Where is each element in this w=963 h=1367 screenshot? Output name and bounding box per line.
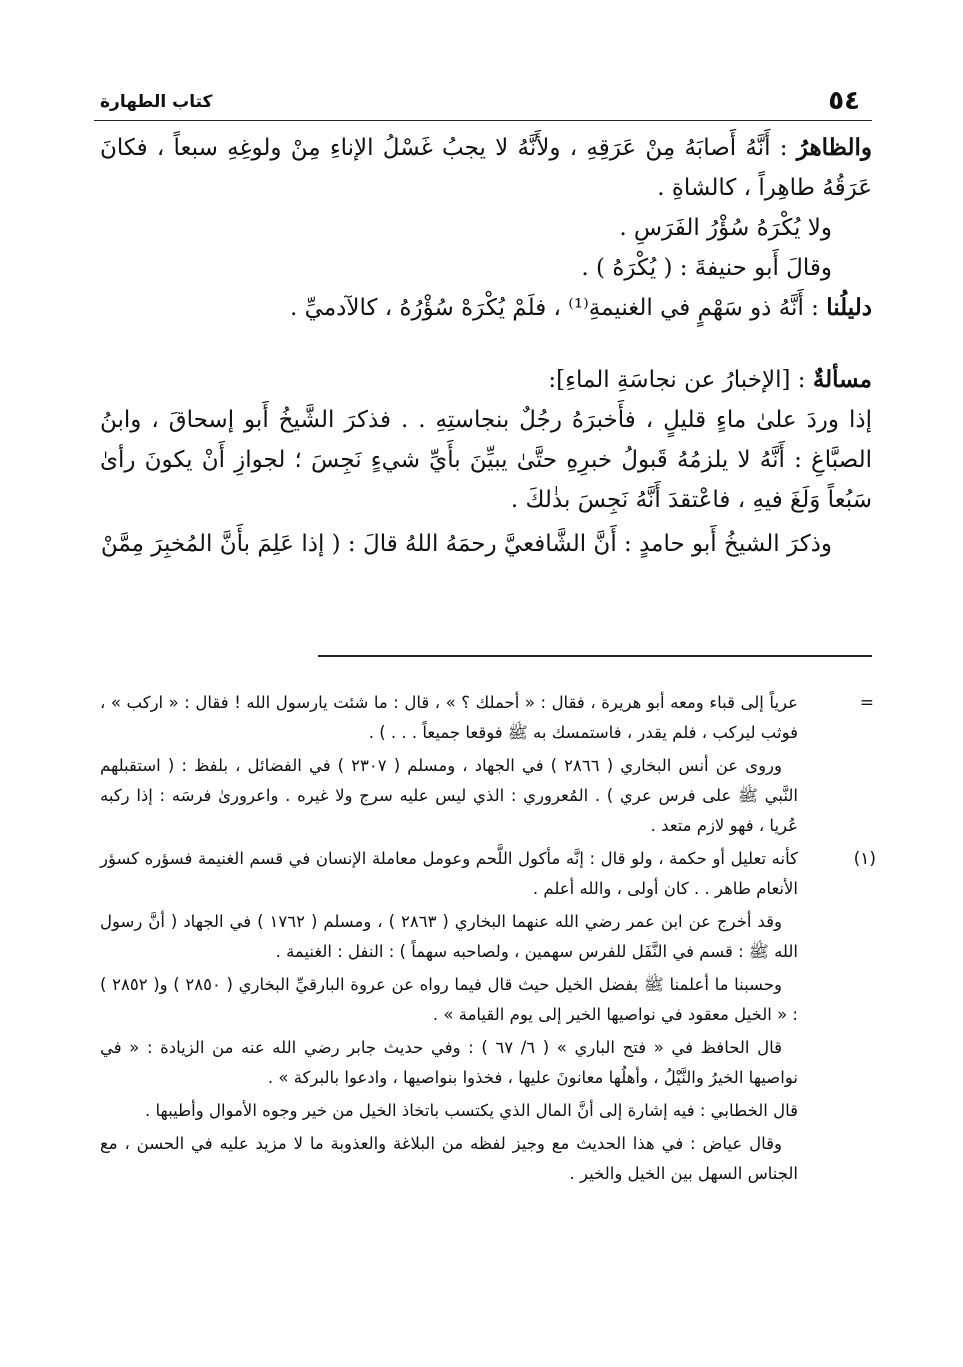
- footnote-line: وحسبنا ما أعلمنا ﷺ بفضل الخيل حيث قال فيما رواه عن عروة البارقيِّ البخاري ( ٢٨٥٠ ) و( ٢٨٥٢ ) : « الخيل معقود في نواصيها الخير إلى يوم القيامة » .: [100, 975, 798, 1024]
- footnote-1: [100, 844, 878, 1189]
- footnote-line: كأنه تعليل أو حكمة ، ولو قال : إنَّه مأكول اللَّحم وعومل معاملة الإنسان في قسم الغنيمة فسؤره كسؤر الأنعام طاهر . . كان أولى ، والله أعلم .: [100, 849, 798, 898]
- keyword-dalil: دليلُنا: [826, 294, 872, 321]
- footnote-line: وقد أخرج عن ابن عمر رضي الله عنهما البخاري ( ٢٨٦٣ ) ، ومسلم ( ١٧٦٢ ) في الجهاد ( أنَّ رسول الله ﷺ : قسم في النَّفَل للفرس سهمين ، ولصاحبه سهماً ) : النفل : الغنيمة .: [100, 912, 798, 961]
- spacer: [100, 328, 872, 360]
- paragraph-7: وذكرَ الشيخُ أَبو حامدٍ : أَنَّ الشَّافعيَّ رحمَهُ اللهُ قالَ : ( إذا عَلِمَ بأَنَّ المُخبِرَ مِمَّنْ: [100, 531, 832, 557]
- masala-heading: [100, 360, 872, 400]
- footnote-line: قال الحافظ في « فتح الباري » ( ٦/ ٦٧ ) : وفي حديث جابر رضي الله عنه من الزيادة : « في نواصيها الخيرُ والنَّيْلُ ، وأهلُها معانونَ عليها ، فخذوا بنواصيها ، وادعوا بالبركة » .: [100, 1038, 798, 1087]
- footnote-number: (١): [853, 849, 876, 869]
- paragraph-2: ولا يُكْرَهُ سُؤْرُ الفَرَسِ .: [619, 215, 832, 241]
- paragraph-4: [100, 288, 872, 328]
- page-number: ٥٤: [828, 86, 860, 116]
- paragraph-4-text: : أَنَّهُ ذو سَهْمٍ في الغنيمةِ⁽¹⁾ ، فلَمْ يُكْرَهْ سُؤْرُهُ ، كالآدميِّ .: [290, 295, 827, 321]
- paragraph-1: [100, 128, 872, 208]
- footnote-line: عرياً إلى قباء ومعه أبو هريرة ، فقال : « أحملك ؟ » ، قال : ما شئت يارسول الله ! فقال : « اركب » ، فوثب ليركب ، فلم يقدر ، فاستمسك به ﷺ فوقعا جميعاً . . . ) .: [100, 693, 798, 742]
- footnote-line: وقال عياض : في هذا الحديث مع وجيز لفظه من البلاغة والعذوبة ما لا مزيد عليه في الحسن ، مع الجناس السهل بين الخيل والخير .: [100, 1134, 798, 1183]
- footnote-line: وروى عن أنس البخاري ( ٢٨٦٦ ) في الجهاد ، ومسلم ( ٢٣٠٧ ) في الفضائل ، بلفظ : ( استقبلهم النَّبي ﷺ على فرس عري ) . المُعروري : الذي ليس عليه سرج ولا غيره . واعروریٰ فرسَه : إذا ركبه عُريا ، فهو لازم متعد .: [100, 756, 798, 835]
- masala-title: : [الإخبارُ عن نجاسَةِ الماءِ]:: [548, 367, 813, 393]
- footnotes: [100, 688, 878, 1192]
- footnote-continuation: [100, 688, 878, 841]
- paragraph-3: وقالَ أَبو حنيفةَ : ( يُكْرَهُ ) .: [581, 255, 832, 281]
- keyword-zahir: والظاهرُ: [796, 134, 872, 161]
- paragraph-6: إذا وردَ علىٰ ماءٍ قليلٍ ، فأَخبرَهُ رجُلٌ بنجاستِهِ . . فذكرَ الشَّيخُ أَبو إسحاقَ ، وابنُ الصبَّاغِ : أَنَّهُ لا يلزمُهُ قَبولُ خبرِهِ حتَّىٰ يبيِّنَ بأَيِّ شيءٍ نَجِسَ ؛ لجوازِ أَنْ يكونَ رأىٰ سَبُعاً وَلَغَ فيهِ ، فاعْتقدَ أَنَّهُ نَجِسَ بذٰلكَ .: [100, 407, 872, 513]
- keyword-masala: مسألةٌ: [812, 366, 872, 393]
- main-text: [100, 128, 872, 564]
- continuation-marker: =: [859, 693, 874, 713]
- page-header: [94, 84, 872, 121]
- running-title: كتاب الطهارة: [100, 92, 213, 112]
- footnote-line: قال الخطابي : فيه إشارة إلى أنَّ المال الذي يكتسب باتخاذ الخيل من خير وجوه الأموال وأطيبها .: [144, 1101, 798, 1120]
- footnote-separator: [318, 655, 872, 657]
- paragraph-1-text: : أَنَّهُ أَصابَهُ مِنْ عَرَقِهِ ، ولأَنَّهُ لا يجبُ غَسْلُ الإناءِ مِنْ ولوغِهِ سبعاً ، فكانَ عَرَقُهُ طاهِراً ، كالشاةِ .: [100, 135, 872, 201]
